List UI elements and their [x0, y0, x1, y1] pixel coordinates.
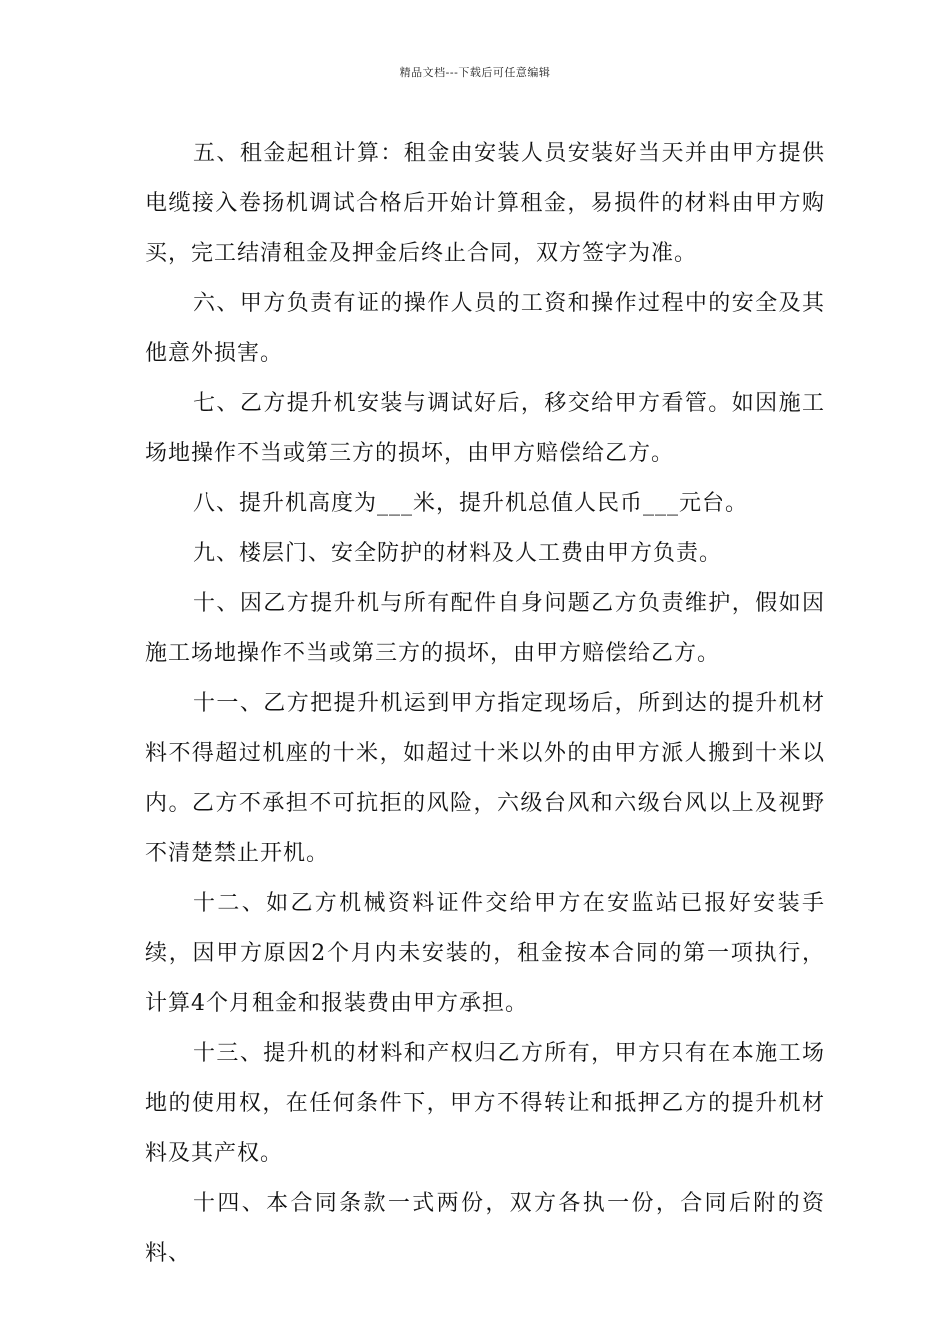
clause-10: 十、因乙方提升机与所有配件自身问题乙方负责维护，假如因施工场地操作不当或第三方的损坏，由甲方赔偿给乙方。: [145, 591, 825, 666]
clause-12: 十二、如乙方机械资料证件交给甲方在安监站已报好安装手续，因甲方原因2个月内未安装的，租金按本合同的第一项执行，计算4个月租金和报装费由甲方承担。: [145, 891, 825, 1016]
clause-14: 十四、本合同条款一式两份，双方各执一份，合同后附的资料、: [145, 1191, 825, 1266]
clause-13: 十三、提升机的材料和产权归乙方所有，甲方只有在本施工场地的使用权，在任何条件下，甲方不得转让和抵押乙方的提升机材料及其产权。: [145, 1041, 825, 1166]
clause-8: 八、提升机高度为___米，提升机总值人民币___元台。: [193, 491, 749, 516]
clause-9: 九、楼层门、安全防护的材料及人工费由甲方负责。: [193, 541, 723, 566]
document-body: [145, 129, 825, 1279]
clause-6: 六、甲方负责有证的操作人员的工资和操作过程中的安全及其他意外损害。: [145, 291, 825, 366]
clause-11: 十一、乙方把提升机运到甲方指定现场后，所到达的提升机材料不得超过机座的十米，如超过十米以外的由甲方派人搬到十米以内。乙方不承担不可抗拒的风险，六级台风和六级台风以上及视野不清楚禁止开机。: [145, 691, 825, 866]
page-header: 精品文档---下载后可任意编辑: [399, 66, 551, 79]
clause-7: 七、乙方提升机安装与调试好后，移交给甲方看管。如因施工场地操作不当或第三方的损坏，由甲方赔偿给乙方。: [145, 391, 825, 466]
clause-5: 五、租金起租计算：租金由安装人员安装好当天并由甲方提供电缆接入卷扬机调试合格后开始计算租金，易损件的材料由甲方购买，完工结清租金及押金后终止合同，双方签字为准。: [145, 141, 825, 266]
